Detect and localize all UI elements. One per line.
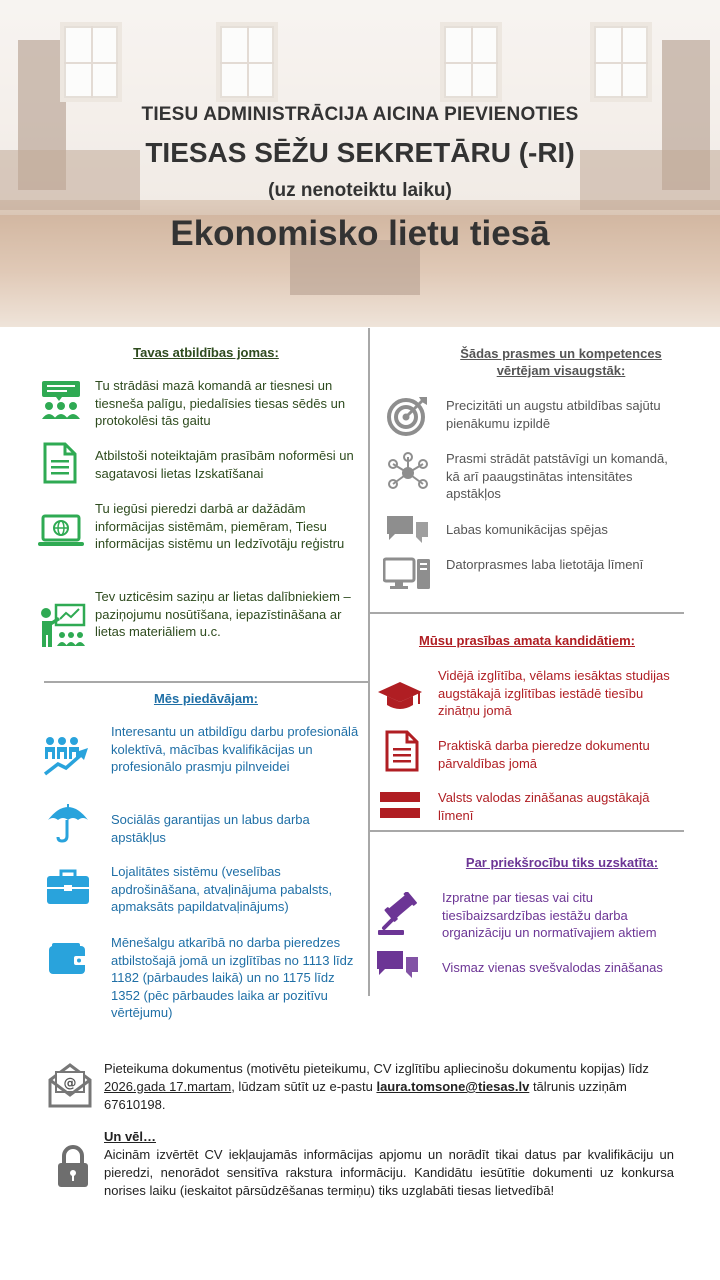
offer-item: Interesantu un atbildīgu darbu profesionālā kolektīvā, mācības kvalifikācijas un profesionālo prasmju pilnveidei [111,724,359,774]
note-title: Un vēl… [104,1129,157,1144]
responsibility-item: Tu iegūsi pieredzi darbā ar dažādām informācijas sistēmām, piemēram, Tiesu informācijas sistēmu un Iedzīvotāju reģistru [95,501,345,551]
computer-icon [383,557,431,591]
chat-icon [376,950,420,982]
column-divider [368,328,370,996]
advantage-title: Par priekšrocību tiks uzskatīta: [465,855,659,870]
apply-instructions: Pieteikuma dokumentus (motivētu pieteikumu, CV izglītību apliecinošu dokumentu kopijas) līdz 2026.gada 17.martam, lūdzam sūtīt uz e-pastu laura.tomsone@tiesas.lv tālrunis uzziņām 67610198. [104,1061,649,1112]
target-icon [387,395,429,437]
responsibility-item: Tu strādāsi mazā komandā ar tiesnesi un tiesneša palīgu, piedalīsies tiesas sēdēs un protokolēsi tās gaitu [95,378,346,428]
email-link[interactable]: laura.tomsone@tiesas.lv [376,1079,530,1094]
network-icon [387,452,429,494]
growth-people-icon [42,736,90,778]
header-job-title: TIESAS SĒŽU SEKRETĀRU (-RI) [145,137,575,168]
skill-item: Datorprasmes laba lietotāja līmenī [446,557,644,572]
requirement-item: Vidējā izglītība, vēlams iesāktas studijas augstākajā izglītības iestādē tiesību zinātņu jomā [438,668,670,718]
requirement-item: Praktiskā darba pieredze dokumentu pārvaldības jomā [438,738,650,771]
document-icon [43,442,77,484]
presenter-icon [38,603,86,647]
offer-item: Lojalitātes sistēmu (veselības apdrošināšana, atvaļinājuma pabalsts, apmaksāts papildatvaļinājums) [111,864,333,914]
note-text: Aicinām izvērtēt CV iekļaujamās informācijas apjomu un norādīt tikai datus par kvalifikāciju un pieredzi, nenorādot sensitīva rakstura informāciju. Kandidātu iesūtītie dokumenti uz konkursa norises laiku (ieskaitot pārsūdzēšanas termiņu) tiks uzglabāti tiesas lietvedībā! [104,1147,674,1198]
graduation-cap-icon [377,680,423,712]
header-line-1: TIESU ADMINISTRĀCIJA AICINA PIEVIENOTIES [141,104,579,125]
skills-title: Šādas prasmes un kompetences vērtējam visaugstāk: [460,346,662,378]
umbrella-icon [46,800,90,844]
briefcase-icon [46,868,90,906]
gavel-icon [376,892,422,936]
section-divider [370,612,684,614]
apply-deadline: 2026.gada 17.martam [104,1079,232,1094]
skill-item: Labas komunikācijas spējas [446,522,608,537]
header-court-name: Ekonomisko lietu tiesā [170,214,550,253]
phone-number: 67610198. [104,1097,166,1112]
section-divider [44,681,368,683]
document-icon [385,730,419,772]
email-envelope-icon [48,1062,92,1108]
section-divider [370,830,684,832]
flag-icon [380,792,420,818]
responsibilities-title: Tavas atbildības jomas: [133,345,279,360]
advantage-item: Izpratne par tiesas vai citu tiesībaizsardzības iestāžu darba organizāciju un normatīvajiem aktiem [442,890,657,940]
wallet-icon [48,942,88,976]
header-term: (uz nenoteiktu laiku) [268,180,452,201]
offer-item: Mēnešalgu atkarībā no darba pieredzes atbilstošajā jomā un izglītības no 1113 līdz 1182 (pārbaudes laikā) un no 1175 līdz 1352 (pēc pārbaudes laika ar pozitīvu vērtējumu) [111,935,354,1020]
offer-item: Sociālās garantijas un labus darba apstākļus [111,812,310,845]
hero-banner [0,0,720,327]
lock-icon [57,1144,89,1188]
advantage-item: Vismaz vienas svešvalodas zināšanas [442,960,663,975]
skill-item: Precizitāti un augstu atbildības sajūtu pienākumu izpildē [446,398,661,431]
responsibility-item: Tev uzticēsim saziņu ar lietas dalībniekiem – paziņojumu nosūtīšana, iepazīstināšana ar lietas materiāliem u.c. [95,589,351,639]
chat-icon [386,515,430,547]
team-meeting-icon [40,380,82,420]
requirement-item: Valsts valodas zināšanas augstākajā līmenī [438,790,650,823]
note-block [104,1128,674,1200]
offer-title: Mēs piedāvājam: [153,691,259,706]
skill-item: Prasmi strādāt patstāvīgi un komandā, kā arī paaugstinātas intensitātes apstākļos [446,451,668,501]
laptop-globe-icon [37,514,85,548]
svg-text:@: @ [63,1076,77,1091]
requirements-title: Mūsu prasības amata kandidātiem: [418,633,635,648]
responsibility-item: Atbilstoši noteiktajām prasībām noformēsi un sagatavosi lietas Izskatīšanai [95,448,354,481]
